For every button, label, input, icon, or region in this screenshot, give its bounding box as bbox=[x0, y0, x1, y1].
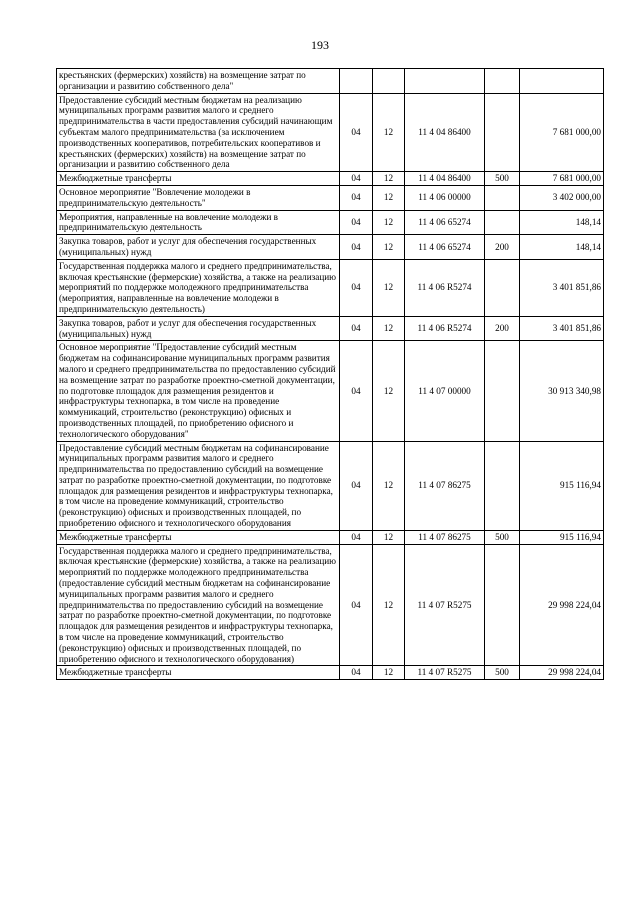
table-row bbox=[57, 235, 604, 260]
row-expense-type-cell bbox=[485, 441, 520, 530]
row-target-article-cell: 11 4 07 86275 bbox=[405, 530, 485, 544]
row-subsection-cell: 12 bbox=[373, 341, 405, 441]
table-row bbox=[57, 259, 604, 316]
budget-table-body bbox=[57, 69, 604, 680]
row-subsection-cell: 12 bbox=[373, 93, 405, 172]
row-name-cell: Предоставление субсидий местным бюджетам на реализацию муниципальных программ развития малого и среднего предпринимательства в части предоставления субсидий начинающим субъектам малого предпринимательства (за исключением производственных кооперативов, потребительских кооперативов и крестьянских (фермерских) хозяйств) на возмещение затрат по организации и развитию собственного дела bbox=[57, 93, 340, 172]
row-name-cell: Государственная поддержка малого и среднего предпринимательства, включая крестьянские (фермерские) хозяйства, а также на реализацию мероприятий по поддержке молодежного предпринимательства (мероприятия, направленные на вовлечение молодежи в предпринимательскую деятельность) bbox=[57, 259, 340, 316]
row-name-cell: Государственная поддержка малого и среднего предпринимательства, включая крестьянские (фермерские) хозяйства, а также на реализацию мероприятий по поддержке молодежного предпринимательства (предоставление субсидий местным бюджетам на софинансирование муниципальных программ развития малого и среднего предпринимательства по предоставлению субсидий на возмещение затрат по разработке проектно-сметной документации, по подготовке площадок для размещения резидентов и инфраструктуры технопарка, в том числе на проведение коммуникаций, строительство (реконструкцию) офисных и производственных площадей, по приобретению офисного и технологического оборудования) bbox=[57, 544, 340, 666]
row-section-cell: 04 bbox=[340, 235, 373, 260]
row-expense-type-cell: 200 bbox=[485, 316, 520, 341]
row-amount-cell: 915 116,94 bbox=[520, 441, 604, 530]
row-subsection-cell: 12 bbox=[373, 185, 405, 210]
row-name-cell: Предоставление субсидий местным бюджетам на софинансирование муниципальных программ развития малого и среднего предпринимательства по предоставлению субсидий на возмещение затрат по разработке проектно-сметной документации, по подготовке площадок для размещения резидентов и инфраструктуры технопарка, в том числе на проведение коммуникаций, строительство (реконструкцию) офисных и производственных площадей, по приобретению офисного и технологического оборудования bbox=[57, 441, 340, 530]
row-amount-cell: 148,14 bbox=[520, 235, 604, 260]
row-amount-cell: 915 116,94 bbox=[520, 530, 604, 544]
row-subsection-cell: 12 bbox=[373, 530, 405, 544]
page-number: 193 bbox=[311, 38, 329, 52]
row-subsection-cell: 12 bbox=[373, 210, 405, 235]
row-expense-type-cell: 500 bbox=[485, 666, 520, 680]
table-row bbox=[57, 172, 604, 186]
row-amount-cell: 29 998 224,04 bbox=[520, 666, 604, 680]
row-subsection-cell: 12 bbox=[373, 544, 405, 666]
row-section-cell: 04 bbox=[340, 441, 373, 530]
row-amount-cell: 7 681 000,00 bbox=[520, 93, 604, 172]
row-amount-cell: 7 681 000,00 bbox=[520, 172, 604, 186]
row-section-cell bbox=[340, 69, 373, 94]
row-section-cell: 04 bbox=[340, 93, 373, 172]
table-row bbox=[57, 544, 604, 666]
row-amount-cell: 30 913 340,98 bbox=[520, 341, 604, 441]
row-amount-cell: 29 998 224,04 bbox=[520, 544, 604, 666]
row-section-cell: 04 bbox=[340, 544, 373, 666]
row-subsection-cell: 12 bbox=[373, 441, 405, 530]
row-target-article-cell: 11 4 06 R5274 bbox=[405, 316, 485, 341]
row-amount-cell: 148,14 bbox=[520, 210, 604, 235]
row-expense-type-cell bbox=[485, 210, 520, 235]
row-target-article-cell: 11 4 06 R5274 bbox=[405, 259, 485, 316]
row-target-article-cell: 11 4 06 65274 bbox=[405, 210, 485, 235]
budget-table bbox=[56, 68, 604, 680]
table-row bbox=[57, 441, 604, 530]
row-name-cell: Закупка товаров, работ и услуг для обеспечения государственных (муниципальных) нужд bbox=[57, 316, 340, 341]
row-target-article-cell: 11 4 06 65274 bbox=[405, 235, 485, 260]
row-subsection-cell: 12 bbox=[373, 235, 405, 260]
table-row bbox=[57, 316, 604, 341]
table-row bbox=[57, 210, 604, 235]
row-subsection-cell: 12 bbox=[373, 172, 405, 186]
row-subsection-cell: 12 bbox=[373, 316, 405, 341]
row-section-cell: 04 bbox=[340, 259, 373, 316]
row-target-article-cell: 11 4 07 R5275 bbox=[405, 544, 485, 666]
row-expense-type-cell bbox=[485, 341, 520, 441]
row-target-article-cell: 11 4 07 86275 bbox=[405, 441, 485, 530]
row-expense-type-cell bbox=[485, 544, 520, 666]
row-amount-cell bbox=[520, 69, 604, 94]
row-section-cell: 04 bbox=[340, 341, 373, 441]
row-section-cell: 04 bbox=[340, 530, 373, 544]
table-row bbox=[57, 341, 604, 441]
row-amount-cell: 3 401 851,86 bbox=[520, 316, 604, 341]
row-expense-type-cell: 200 bbox=[485, 235, 520, 260]
row-section-cell: 04 bbox=[340, 172, 373, 186]
row-subsection-cell: 12 bbox=[373, 259, 405, 316]
row-target-article-cell: 11 4 07 00000 bbox=[405, 341, 485, 441]
row-target-article-cell: 11 4 06 00000 bbox=[405, 185, 485, 210]
row-target-article-cell bbox=[405, 69, 485, 94]
table-row bbox=[57, 93, 604, 172]
table-row bbox=[57, 666, 604, 680]
row-name-cell: Межбюджетные трансферты bbox=[57, 666, 340, 680]
row-expense-type-cell bbox=[485, 259, 520, 316]
row-expense-type-cell bbox=[485, 93, 520, 172]
row-amount-cell: 3 402 000,00 bbox=[520, 185, 604, 210]
row-target-article-cell: 11 4 04 86400 bbox=[405, 93, 485, 172]
row-name-cell: Основное мероприятие "Вовлечение молодежи в предпринимательскую деятельность" bbox=[57, 185, 340, 210]
row-target-article-cell: 11 4 04 86400 bbox=[405, 172, 485, 186]
row-name-cell: Межбюджетные трансферты bbox=[57, 530, 340, 544]
row-name-cell: крестьянских (фермерских) хозяйств) на возмещение затрат по организации и развитию собственного дела" bbox=[57, 69, 340, 94]
row-amount-cell: 3 401 851,86 bbox=[520, 259, 604, 316]
table-row bbox=[57, 69, 604, 94]
row-name-cell: Закупка товаров, работ и услуг для обеспечения государственных (муниципальных) нужд bbox=[57, 235, 340, 260]
row-name-cell: Мероприятия, направленные на вовлечение молодежи в предпринимательскую деятельность bbox=[57, 210, 340, 235]
row-expense-type-cell: 500 bbox=[485, 530, 520, 544]
row-section-cell: 04 bbox=[340, 210, 373, 235]
row-expense-type-cell bbox=[485, 185, 520, 210]
row-section-cell: 04 bbox=[340, 316, 373, 341]
row-target-article-cell: 11 4 07 R5275 bbox=[405, 666, 485, 680]
row-section-cell: 04 bbox=[340, 185, 373, 210]
row-subsection-cell bbox=[373, 69, 405, 94]
row-name-cell: Основное мероприятие "Предоставление субсидий местным бюджетам на софинансирование муниципальных программ развития малого и среднего предпринимательства по предоставлению субсидий на возмещение затрат по разработке проектно-сметной документации, по подготовке площадок для размещения резидентов и инфраструктуры технопарка, в том числе на проведение коммуникаций, строительство (реконструкцию) офисных и производственных площадей, по приобретению офисного и технологического оборудования" bbox=[57, 341, 340, 441]
table-row bbox=[57, 185, 604, 210]
row-name-cell: Межбюджетные трансферты bbox=[57, 172, 340, 186]
row-expense-type-cell: 500 bbox=[485, 172, 520, 186]
row-expense-type-cell bbox=[485, 69, 520, 94]
row-section-cell: 04 bbox=[340, 666, 373, 680]
row-subsection-cell: 12 bbox=[373, 666, 405, 680]
table-row bbox=[57, 530, 604, 544]
